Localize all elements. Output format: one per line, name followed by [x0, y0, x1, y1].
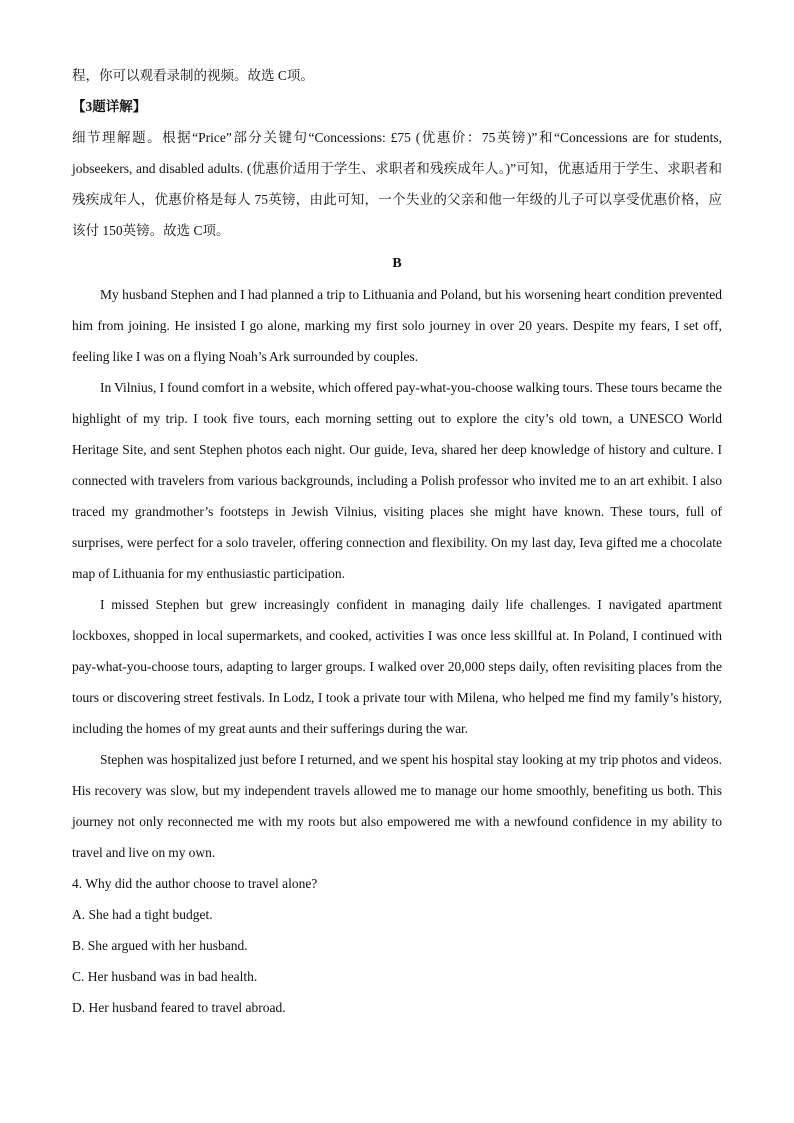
- option-b: B. She argued with her husband.: [72, 938, 248, 953]
- passage-paragraph-4: Stephen was hospitalized just before I returned, and we spent his hospital stay looking at my trip photos and videos. His recovery was slow, but my independent travels allowed me to manage our home smoothly, benefiting us both. This journey not only reconnected me with my roots but also empowered me with a newfound confidence in my ability to travel and live on my own.: [72, 752, 722, 860]
- passage-paragraph-1: My husband Stephen and I had planned a trip to Lithuania and Poland, but his worsening heart condition prevented him from joining. He insisted I go alone, marking my first solo journey in over 20 years. Despite my fears, I set off, feeling like I was on a flying Noah’s Ark surrounded by couples.: [72, 287, 722, 364]
- previous-answer-tail: 程，你可以观看录制的视频。故选 C项。: [72, 68, 314, 83]
- passage-title: B: [392, 256, 402, 271]
- answer-heading: 【3题详解】: [72, 99, 147, 114]
- passage-paragraph-3: I missed Stephen but grew increasingly confident in managing daily life challenges. I navigated apartment lockboxes, shopped in local supermarkets, and cooked, activities I was once less skillful at. In Poland, I continued with pay-what-you-choose tours, adapting to larger groups. I walked over 20,000 steps daily, often revisiting places from the tours or discovering street festivals. In Lodz, I took a private tour with Milena, who helped me find my family’s history, including the homes of my great aunts and their sufferings during the war.: [72, 597, 722, 736]
- option-d: D. Her husband feared to travel abroad.: [72, 1000, 286, 1015]
- question-stem: 4. Why did the author choose to travel alone?: [72, 876, 318, 891]
- option-a: A. She had a tight budget.: [72, 907, 213, 922]
- option-c: C. Her husband was in bad health.: [72, 969, 258, 984]
- passage-paragraph-2: In Vilnius, I found comfort in a website, which offered pay-what-you-choose walking tours. These tours became the highlight of my trip. I took five tours, each morning setting out to explore the city’s old town, a UNESCO World Heritage Site, and sent Stephen photos each night. Our guide, Ieva, shared her deep knowledge of history and culture. I connected with travelers from various backgrounds, including a Polish professor who invited me to an art exhibit. I also traced my grandmother’s footsteps in Jewish Vilnius, visiting places she might have known. These tours, full of surprises, were perfect for a solo traveler, offering connection and flexibility. On my last day, Ieva gifted me a chocolate map of Lithuania for my enthusiastic participation.: [72, 380, 722, 581]
- answer-explanation: 细节理解题。根据“Price”部分关键句“Concessions: £75 (优惠价：75英镑)”和“Concessions are for students, jobseekers, and disabled adults. (优惠价适用于学生、求职者和残疾成年人。)”可知，优惠适用于学生、求职者和残疾成年人，优惠价格是每人 75英镑，由此可知，一个失业的父亲和他一年级的儿子可以享受优惠价格，应该付 150英镑。故选 C项。: [72, 130, 722, 238]
- document-page: [72, 60, 722, 1023]
